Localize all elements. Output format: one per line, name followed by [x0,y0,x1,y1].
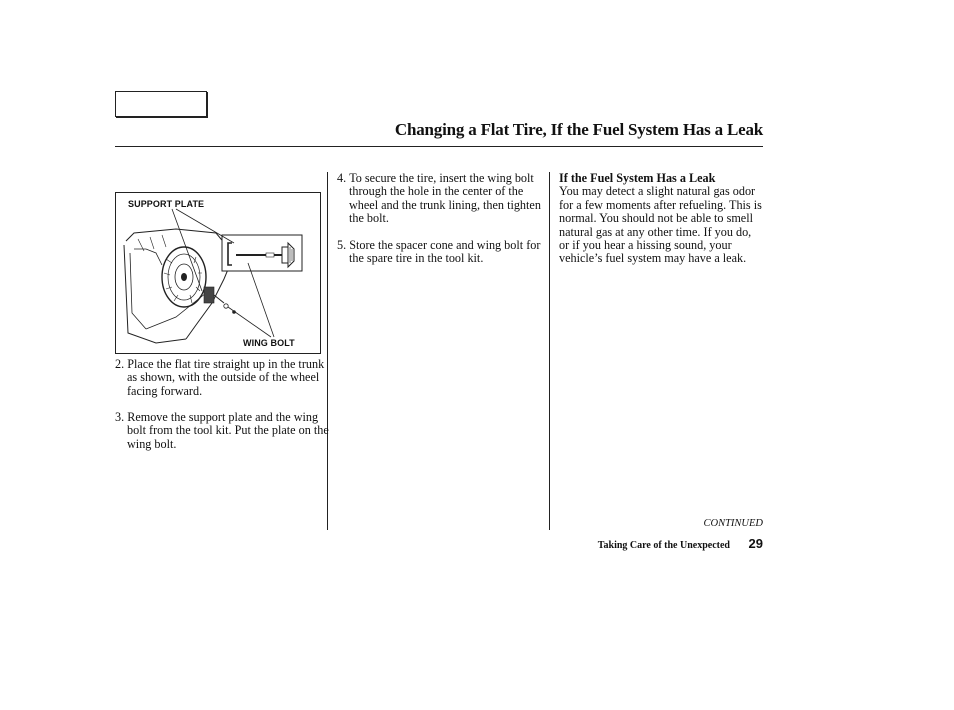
step-4-text: To secure the tire, insert the wing bolt through the hole in the center of the wheel and the trunk lining, then tighten the bolt. [349,171,541,226]
page-number: 29 [748,536,763,551]
section-tab-box [115,91,207,117]
step-2 [115,358,334,398]
footer-section-title: Taking Care of the Unexpected [597,540,730,551]
wing-bolt-label: WING BOLT [243,338,295,348]
trunk-drawing [116,193,320,353]
trunk-illustration [115,192,321,354]
page-title: Changing a Flat Tire, If the Fuel System Has a Leak [394,120,763,139]
column-divider-left [327,172,328,530]
step-5-number: 5. [337,238,347,252]
fuel-leak-section [559,172,763,266]
fuel-leak-heading: If the Fuel System Has a Leak [559,171,716,185]
step-4 [337,172,554,226]
step-5 [337,239,554,266]
support-plate-label: SUPPORT PLATE [128,199,205,209]
title-rule [115,146,763,147]
continued-label: CONTINUED [703,518,763,529]
step-3 [115,411,334,451]
step-3-number: 3. [115,410,125,424]
column-divider-right [549,172,550,530]
step-2-number: 2. [115,357,125,371]
step-5-text: Store the spacer cone and wing bolt for the spare tire in the tool kit. [349,238,541,266]
step-4-number: 4. [337,171,347,185]
step-3-text: Remove the support plate and the wing bolt from the tool kit. Put the plate on the wing bolt. [127,410,329,451]
step-2-text: Place the flat tire straight up in the trunk as shown, with the outside of the wheel facing forward. [127,357,325,398]
fuel-leak-body: You may detect a slight natural gas odor for a few moments after refueling. This is normal. You should not be able to smell natural gas at any other time. If you do, or if you hear a hissing sound, your vehicle’s fuel system may have a leak. [559,184,762,266]
